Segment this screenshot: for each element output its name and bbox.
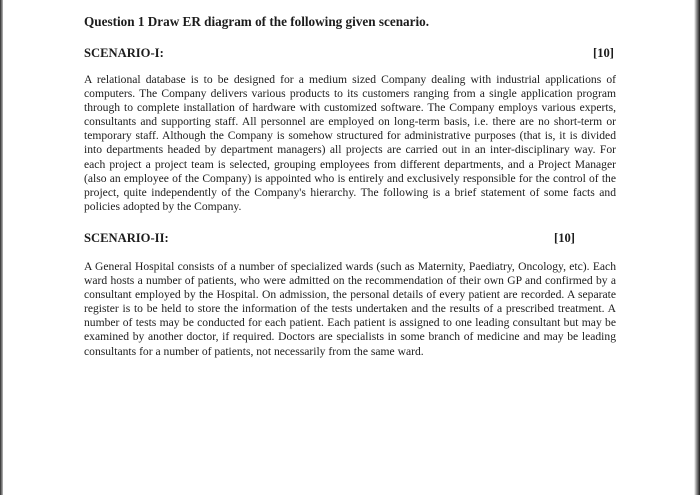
- question-title: Question 1 Draw ER diagram of the following given scenario.: [84, 14, 430, 29]
- document-page: [84, 14, 616, 359]
- scenario-1-heading: SCENARIO-I:: [84, 46, 164, 60]
- left-shadow-edge: [0, 0, 3, 495]
- scenario-1-text: A relational database is to be designed for a medium sized Company dealing with industrial applications of computers. The Company delivers various products to its customers ranging from a single application program through to complete installation of hardware with customized software. The Company employs various experts, consultants and supporting staff. All personnel are employed on long-term basis, i.e. there are no short-term or temporary staff. Although the Company is somehow structured for administrative purposes (that is, it is divided into departments headed by department managers) all projects are carried out in an inter-disciplinary way. For each project a project team is selected, grouping employees from different departments, and a Project Manager (also an employee of the Company) is appointed who is entirely and exclusively responsible for the control of the project, quite independently of the Company's hierarchy. The following is a brief statement of some facts and policies adopted by the Company.: [84, 73, 616, 213]
- scenario-1-marks: [10]: [593, 46, 614, 60]
- scenario-2-marks: [10]: [554, 230, 575, 245]
- scenario-2-text: A General Hospital consists of a number of specialized wards (such as Maternity, Paediatry, Oncology, etc). Each ward hosts a number of patients, who were admitted on the recommendation of their own GP and confirmed by a consultant employed by the Hospital. On admission, the personal details of every patient are recorded. A separate register is to be held to store the information of the tests undertaken and the results of a prescribed treatment. A number of tests may be conducted for each patient. Each patient is assigned to one leading consultant but may be examined by another doctor, if required. Doctors are specialists in some branch of medicine and may be leading consultants for a number of patients, not necessarily from the same ward.: [84, 259, 616, 358]
- scenario-2-header: [84, 231, 575, 246]
- scenario-2-heading: SCENARIO-II:: [84, 230, 169, 245]
- right-shadow-edge: [694, 0, 700, 495]
- scenario-1-header: [84, 46, 614, 61]
